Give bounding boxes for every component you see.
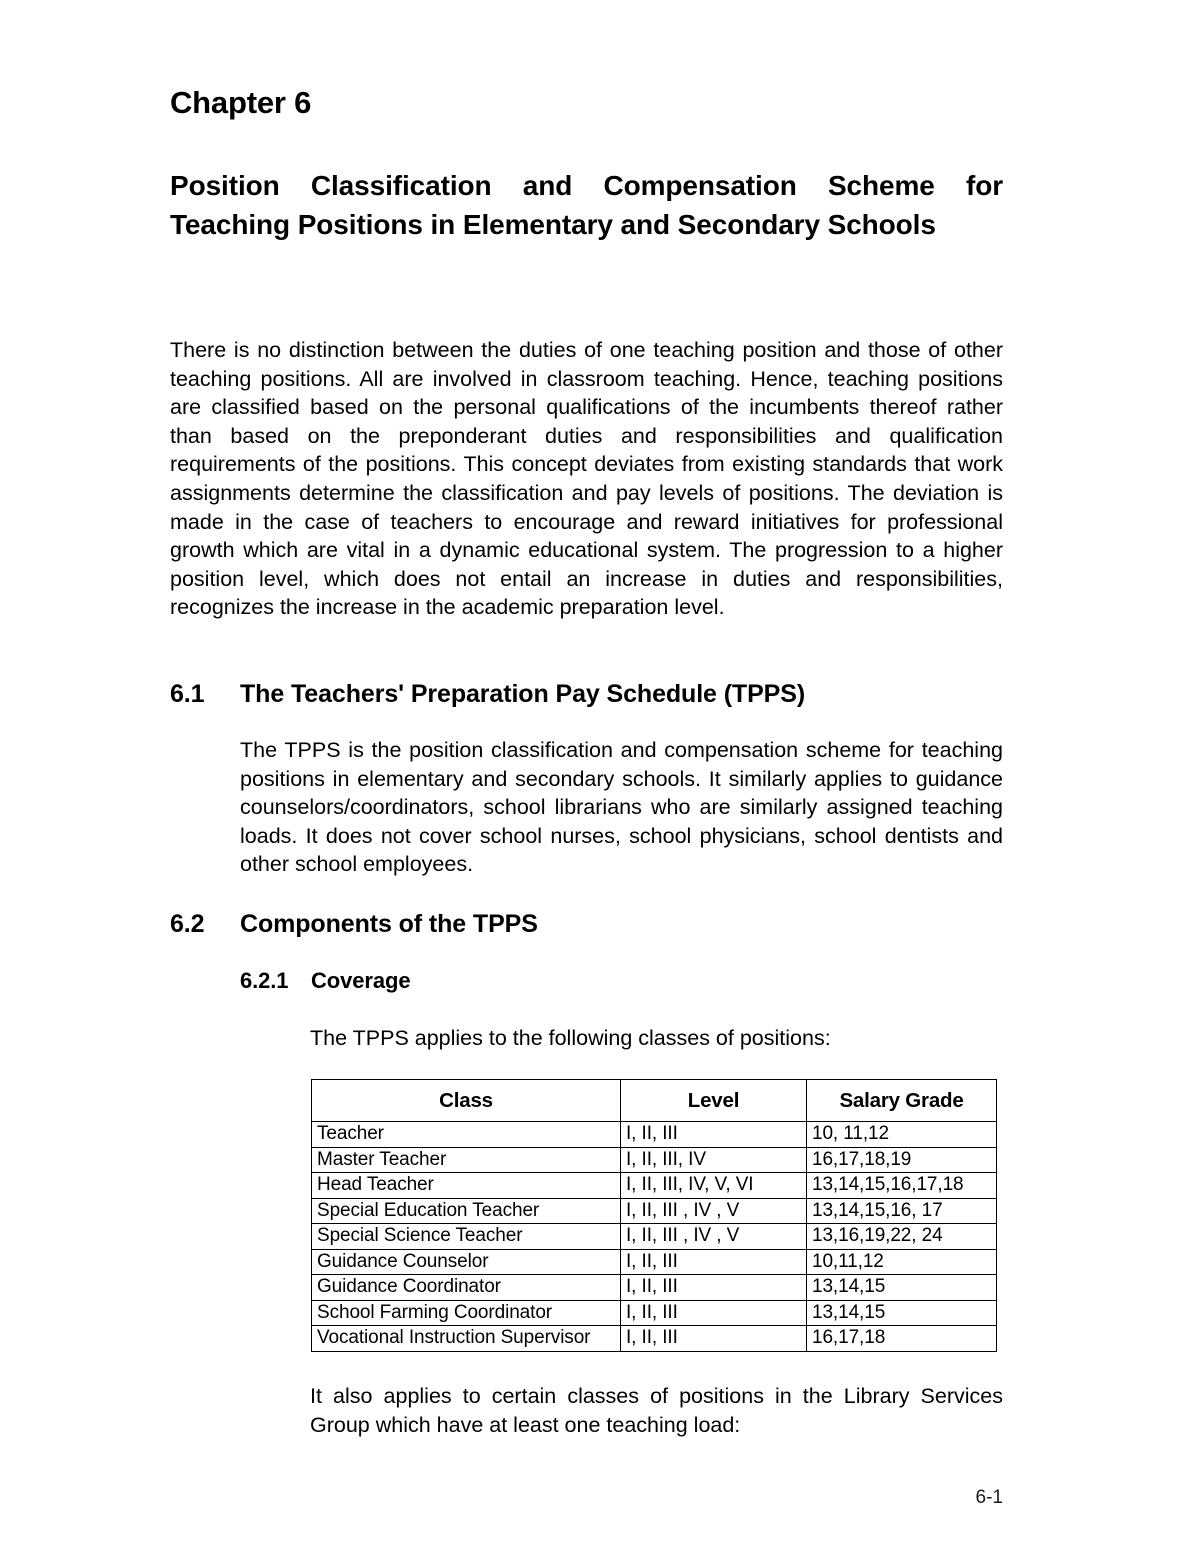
section-number-6-1: 6.1 (170, 680, 205, 708)
cell-level: I, II, III (621, 1249, 807, 1275)
cell-class: Vocational Instruction Supervisor (312, 1326, 621, 1352)
chapter-label: Chapter 6 (170, 85, 312, 120)
section-title-6-1: The Teachers' Preparation Pay Schedule (TPPS) (240, 680, 806, 708)
page-number-footer: 6-1 (975, 1487, 1003, 1508)
table-row (312, 1122, 997, 1148)
table-row (312, 1198, 997, 1224)
cell-level: I, II, III (621, 1326, 807, 1352)
column-header-salary-grade: Salary Grade (807, 1080, 997, 1122)
cell-level: I, II, III , IV , V (621, 1198, 807, 1224)
section-title-6-2: Components of the TPPS (240, 910, 538, 938)
table-row (312, 1300, 997, 1326)
cell-level: I, II, III (621, 1300, 807, 1326)
cell-salary-grade: 13,14,15 (807, 1275, 997, 1301)
section-number-6-2-1: 6.2.1 (240, 968, 289, 993)
cell-class: Master Teacher (312, 1147, 621, 1173)
coverage-table (311, 1079, 997, 1352)
cell-level: I, II, III, IV, V, VI (621, 1173, 807, 1199)
column-header-class: Class (312, 1080, 621, 1122)
page-title: Position Classification and Compensation Scheme for Teaching Positions in Elementary and Secondary Schools (170, 170, 1003, 241)
cell-salary-grade: 16,17,18 (807, 1326, 997, 1352)
library-services-paragraph: It also applies to certain classes of positions in the Library Services Group which have at least one teaching load: (310, 1384, 1003, 1437)
coverage-lead-in-text: The TPPS applies to the following classes of positions: (310, 1026, 831, 1050)
cell-salary-grade: 16,17,18,19 (807, 1147, 997, 1173)
cell-salary-grade: 10,11,12 (807, 1249, 997, 1275)
table-row (312, 1147, 997, 1173)
table-row (312, 1326, 997, 1352)
cell-salary-grade: 13,14,15,16,17,18 (807, 1173, 997, 1199)
table-header-row (312, 1080, 997, 1122)
cell-class: Special Science Teacher (312, 1224, 621, 1250)
cell-salary-grade: 13,16,19,22, 24 (807, 1224, 997, 1250)
column-header-level: Level (621, 1080, 807, 1122)
document-page (170, 0, 1003, 1553)
cell-class: School Farming Coordinator (312, 1300, 621, 1326)
cell-salary-grade: 10, 11,12 (807, 1122, 997, 1148)
cell-level: I, II, III (621, 1122, 807, 1148)
coverage-table-container (311, 1079, 996, 1352)
cell-level: I, II, III, IV (621, 1147, 807, 1173)
cell-salary-grade: 13,14,15 (807, 1300, 997, 1326)
cell-class: Teacher (312, 1122, 621, 1148)
cell-class: Head Teacher (312, 1173, 621, 1199)
cell-level: I, II, III , IV , V (621, 1224, 807, 1250)
table-row (312, 1173, 997, 1199)
section-number-6-2: 6.2 (170, 910, 205, 938)
cell-class: Special Education Teacher (312, 1198, 621, 1224)
cell-class: Guidance Coordinator (312, 1275, 621, 1301)
section-heading-6-2 (170, 910, 1003, 939)
cell-class: Guidance Counselor (312, 1249, 621, 1275)
section-6-1-paragraph: The TPPS is the position classification and compensation scheme for teaching positions in elementary and secondary schools. It similarly applies to guidance counselors/coordinators, school librarians who are similarly assigned teaching loads. It does not cover school nurses, school physicians, school dentists and other school employees. (240, 738, 1003, 877)
coverage-table-body (312, 1122, 997, 1352)
table-row (312, 1275, 997, 1301)
table-row (312, 1249, 997, 1275)
section-heading-6-1 (170, 680, 1003, 709)
cell-level: I, II, III (621, 1275, 807, 1301)
section-heading-6-2-1 (240, 968, 410, 994)
introduction-paragraph: There is no distinction between the duties of one teaching position and those of other teaching positions. All are involved in classroom teaching. Hence, teaching positions are classified based on the personal qualifications of the incumbents thereof rather than based on the preponderant duties and responsibilities and qualification requirements of the positions. This concept deviates from existing standards that work assignments determine the classification and pay levels of positions. The deviation is made in the case of teachers to encourage and reward initiatives for professional growth which are vital in a dynamic educational system. The progression to a higher position level, which does not entail an increase in duties and responsibilities, recognizes the increase in the academic preparation level. (170, 338, 1003, 620)
table-row (312, 1224, 997, 1250)
cell-salary-grade: 13,14,15,16, 17 (807, 1198, 997, 1224)
section-title-6-2-1: Coverage (311, 968, 411, 993)
